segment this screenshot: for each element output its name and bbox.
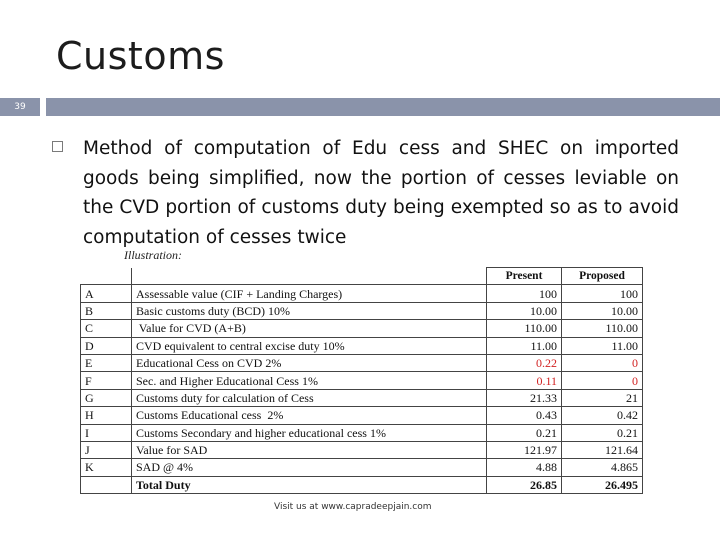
bullet-text: Method of computation of Edu cess and SHEC on imported goods being simplified, now the portion of cesses leviable on the CVD portion of customs duty being exempted so as to avoid computation of cesses twice [83,138,679,248]
header-bar-right [46,98,720,116]
row-present: 0.21 [487,424,562,441]
row-description: Sec. and Higher Educational Cess 1% [132,372,487,389]
row-letter: A [81,285,132,302]
row-proposed: 10.00 [562,302,643,319]
row-letter: F [81,372,132,389]
row-proposed: 11.00 [562,337,643,354]
row-letter: H [81,407,132,424]
row-letter: E [81,354,132,371]
row-present: 26.85 [487,476,562,493]
table-row [81,337,643,354]
table-row [81,459,643,476]
table-row [81,354,643,371]
table-row [81,389,643,406]
row-proposed: 0 [562,354,643,371]
row-proposed: 0 [562,372,643,389]
row-present: 0.11 [487,372,562,389]
table-row [81,424,643,441]
row-description: SAD @ 4% [132,459,487,476]
row-description: Value for SAD [132,441,487,458]
row-letter: J [81,441,132,458]
row-present: 110.00 [487,320,562,337]
header-present: Present [487,268,562,285]
row-proposed: 121.64 [562,441,643,458]
illustration-label: Illustration: [124,248,183,262]
row-letter: G [81,389,132,406]
table-row [81,441,643,458]
row-letter: C [81,320,132,337]
row-proposed: 0.42 [562,407,643,424]
footer-text: Visit us at www.capradeepjain.com [274,502,432,512]
table-total-row [81,476,643,493]
row-present: 100 [487,285,562,302]
slide-number-box [0,98,40,116]
row-letter: D [81,337,132,354]
row-present: 0.43 [487,407,562,424]
header-bar [0,98,720,116]
row-letter [81,476,132,493]
slide-number: 39 [14,102,26,112]
row-present: 0.22 [487,354,562,371]
row-present: 121.97 [487,441,562,458]
row-proposed: 21 [562,389,643,406]
row-letter: I [81,424,132,441]
row-proposed: 100 [562,285,643,302]
slide-title: Customs [56,34,225,78]
row-letter: K [81,459,132,476]
row-description: Customs duty for calculation of Cess [132,389,487,406]
row-present: 4.88 [487,459,562,476]
row-description: CVD equivalent to central excise duty 10% [132,337,487,354]
row-description: Educational Cess on CVD 2% [132,354,487,371]
table-row [81,407,643,424]
row-description: Customs Educational cess 2% [132,407,487,424]
table-row [81,320,643,337]
row-description: Total Duty [132,476,487,493]
customs-duty-table [80,267,643,494]
table-row [81,285,643,302]
header-proposed: Proposed [562,268,643,285]
row-proposed: 26.495 [562,476,643,493]
row-description: Basic customs duty (BCD) 10% [132,302,487,319]
row-present: 11.00 [487,337,562,354]
row-present: 21.33 [487,389,562,406]
row-description: Value for CVD (A+B) [132,320,487,337]
row-proposed: 0.21 [562,424,643,441]
bullet-point [52,134,682,252]
row-letter: B [81,302,132,319]
table-header-row [81,268,643,285]
table-row [81,372,643,389]
row-proposed: 4.865 [562,459,643,476]
row-description: Assessable value (CIF + Landing Charges) [132,285,487,302]
row-description: Customs Secondary and higher educational cess 1% [132,424,487,441]
row-present: 10.00 [487,302,562,319]
bullet-square-icon [52,141,63,152]
table-row [81,302,643,319]
row-proposed: 110.00 [562,320,643,337]
